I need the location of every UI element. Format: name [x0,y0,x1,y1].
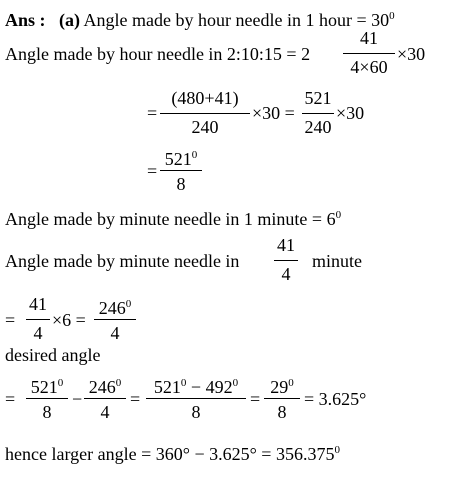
answer-line-2-text [5,44,310,64]
fraction-denominator: 240 [191,117,219,137]
equals-sign: = [5,310,16,330]
fraction-41-over-4x60 [343,28,395,80]
degree-sup: 0 [57,377,64,389]
minute-needle-1-minute-text: Angle made by minute needle in 1 minute = 6 [5,209,336,229]
fraction-246deg-over-4 [94,292,136,348]
answer-line-5 [5,205,341,229]
fraction-denominator: 8 [277,402,287,422]
hour-needle-1-hour-text: Angle made by hour needle in 1 hour = 30 [83,10,390,30]
equals-sign: = [147,161,158,181]
minute-word: minute [312,251,362,271]
minute-needle-text: Angle made by minute needle in [5,251,240,271]
fraction-480-plus-41-over-240 [160,88,250,140]
fraction-numerator: 41 [29,294,47,314]
degree-sup: 0 [180,377,187,389]
degree-sup: 0 [191,149,198,161]
fraction-bar [26,398,68,399]
degree-sup: 0 [389,10,395,22]
fraction-bar [274,260,298,261]
minus-sign: − [72,389,83,409]
fraction-numerator: $521^0 - 492^0$ [153,377,239,397]
result-3-625: = 3.625° [304,389,367,409]
fraction-denominator: 4 [100,402,110,422]
fraction-41-over-4 [274,235,298,287]
fraction-bar [160,170,202,171]
degree-sup: 0 [288,377,294,389]
answer-line-10 [5,440,340,464]
fraction-521-over-240 [302,88,334,140]
degree-sup: 0 [232,377,239,389]
fraction-denominator: 8 [191,402,201,422]
fraction-bar [160,113,250,114]
equals-sign: = [5,389,16,409]
fraction-numerator: 41 [360,28,378,48]
degree-sup: 0 [335,209,342,221]
answer-line-1 [5,6,395,30]
fraction-bar [302,113,334,114]
fraction-numerator: (480+41) [171,88,239,108]
fraction-denominator: 4 [110,323,120,343]
fraction-denominator: 8 [42,402,52,422]
fraction-246deg-over-4 [84,371,126,427]
equals-sign: = [147,103,158,123]
fraction-numerator: 41 [277,235,295,255]
fraction-denominator: 4 [33,323,43,343]
fraction-521deg-minus-492deg-over-8 [146,371,246,427]
fraction-bar [264,398,300,399]
degree-sup: 0 [115,377,122,389]
fraction-41-over-4 [26,294,50,346]
fraction-29deg-over-8 [264,371,300,427]
fraction-bar [26,319,50,320]
fraction-bar [146,398,246,399]
fraction-denominator: 8 [176,174,186,194]
fraction-denominator: 4 [281,264,291,284]
larger-angle-text: hence larger angle = 360° − 3.625° = 356.375 [5,444,335,464]
desired-angle-heading: desired angle [5,345,101,365]
equals-sign: = [250,389,261,409]
fraction-numerator: $29^0$ [270,377,294,397]
fraction-denominator: 240 [304,117,332,137]
fraction-numerator: 521 [304,88,332,108]
fraction-numerator: $246^0$ [98,298,132,318]
fraction-bar [84,398,126,399]
times-30: ×30 [336,103,365,123]
times-30: ×30 [397,44,426,64]
degree-sup: 0 [334,444,340,456]
equals-sign: = [130,389,141,409]
times-6-equals: ×6 = [52,310,86,330]
hour-needle-time-text: Angle made by hour needle in 2:10:15 = 2 [5,44,311,64]
fraction-521deg-over-8 [160,143,202,199]
fraction-numerator: $246^0$ [88,377,122,397]
times-30-equals: ×30 = [252,103,295,123]
fraction-numerator: $521^0$ [30,377,64,397]
degree-sup: 0 [125,298,132,310]
fraction-bar [343,53,395,54]
fraction-bar [94,319,136,320]
fraction-denominator: 4×60 [350,57,388,77]
ans-label: Ans : [5,10,46,30]
part-label: (a) [59,10,81,30]
fraction-numerator: $521^0$ [164,149,198,169]
fraction-521deg-over-8 [26,371,68,427]
